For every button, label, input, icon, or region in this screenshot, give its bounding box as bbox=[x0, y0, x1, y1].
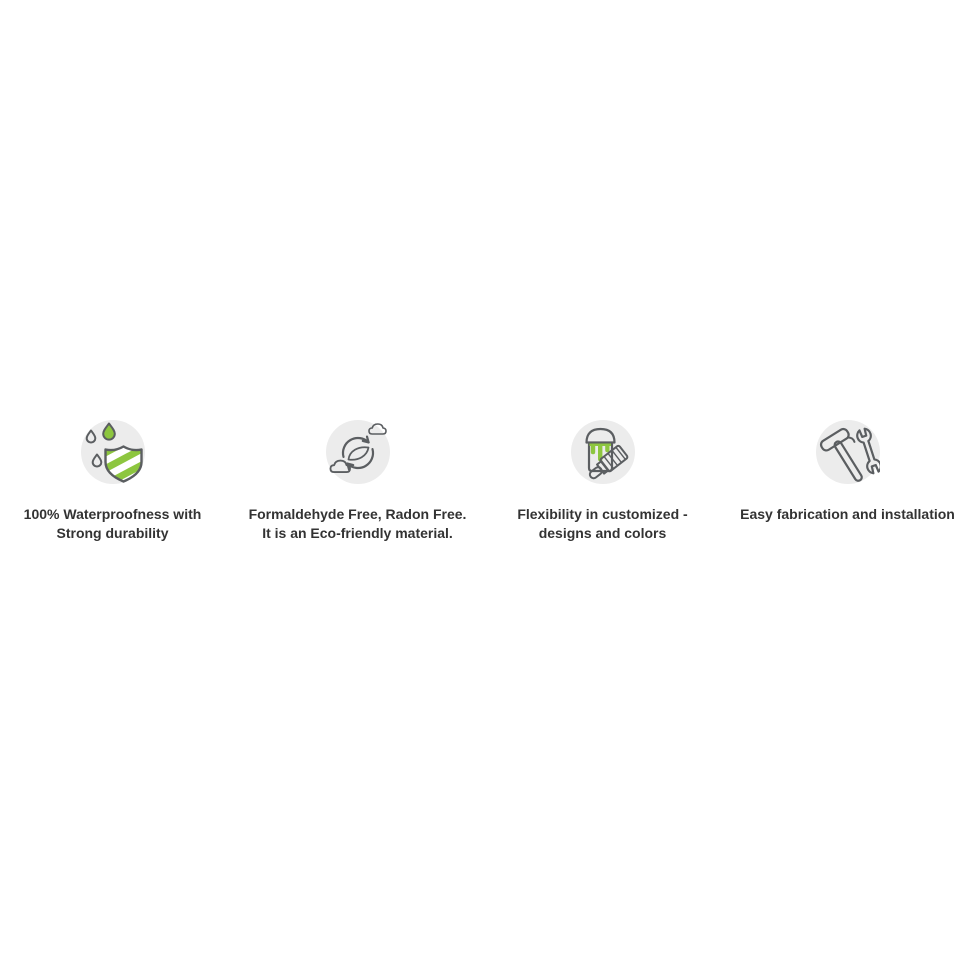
paint-customization-icon bbox=[571, 420, 635, 484]
feature-item bbox=[725, 420, 960, 543]
feature-caption-line: Flexibility in customized - bbox=[517, 506, 688, 522]
feature-caption bbox=[480, 505, 725, 543]
features-row bbox=[0, 420, 960, 543]
feature-caption-line: Formaldehyde Free, Radon Free. bbox=[248, 506, 467, 522]
feature-caption-line: Easy fabrication and installation bbox=[740, 506, 955, 522]
feature-item bbox=[0, 420, 235, 543]
feature-caption-line: Strong durability bbox=[56, 525, 169, 541]
feature-item bbox=[235, 420, 480, 543]
tools-icon bbox=[816, 420, 880, 484]
feature-caption bbox=[725, 505, 960, 524]
feature-caption-line: designs and colors bbox=[538, 525, 667, 541]
feature-caption-line: It is an Eco-friendly material. bbox=[262, 525, 453, 541]
feature-caption bbox=[0, 505, 235, 543]
feature-caption bbox=[235, 505, 480, 543]
feature-item bbox=[480, 420, 725, 543]
feature-caption-line: 100% Waterproofness with bbox=[23, 506, 202, 522]
eco-recycle-icon bbox=[326, 420, 390, 484]
waterproof-shield-icon bbox=[81, 420, 145, 484]
